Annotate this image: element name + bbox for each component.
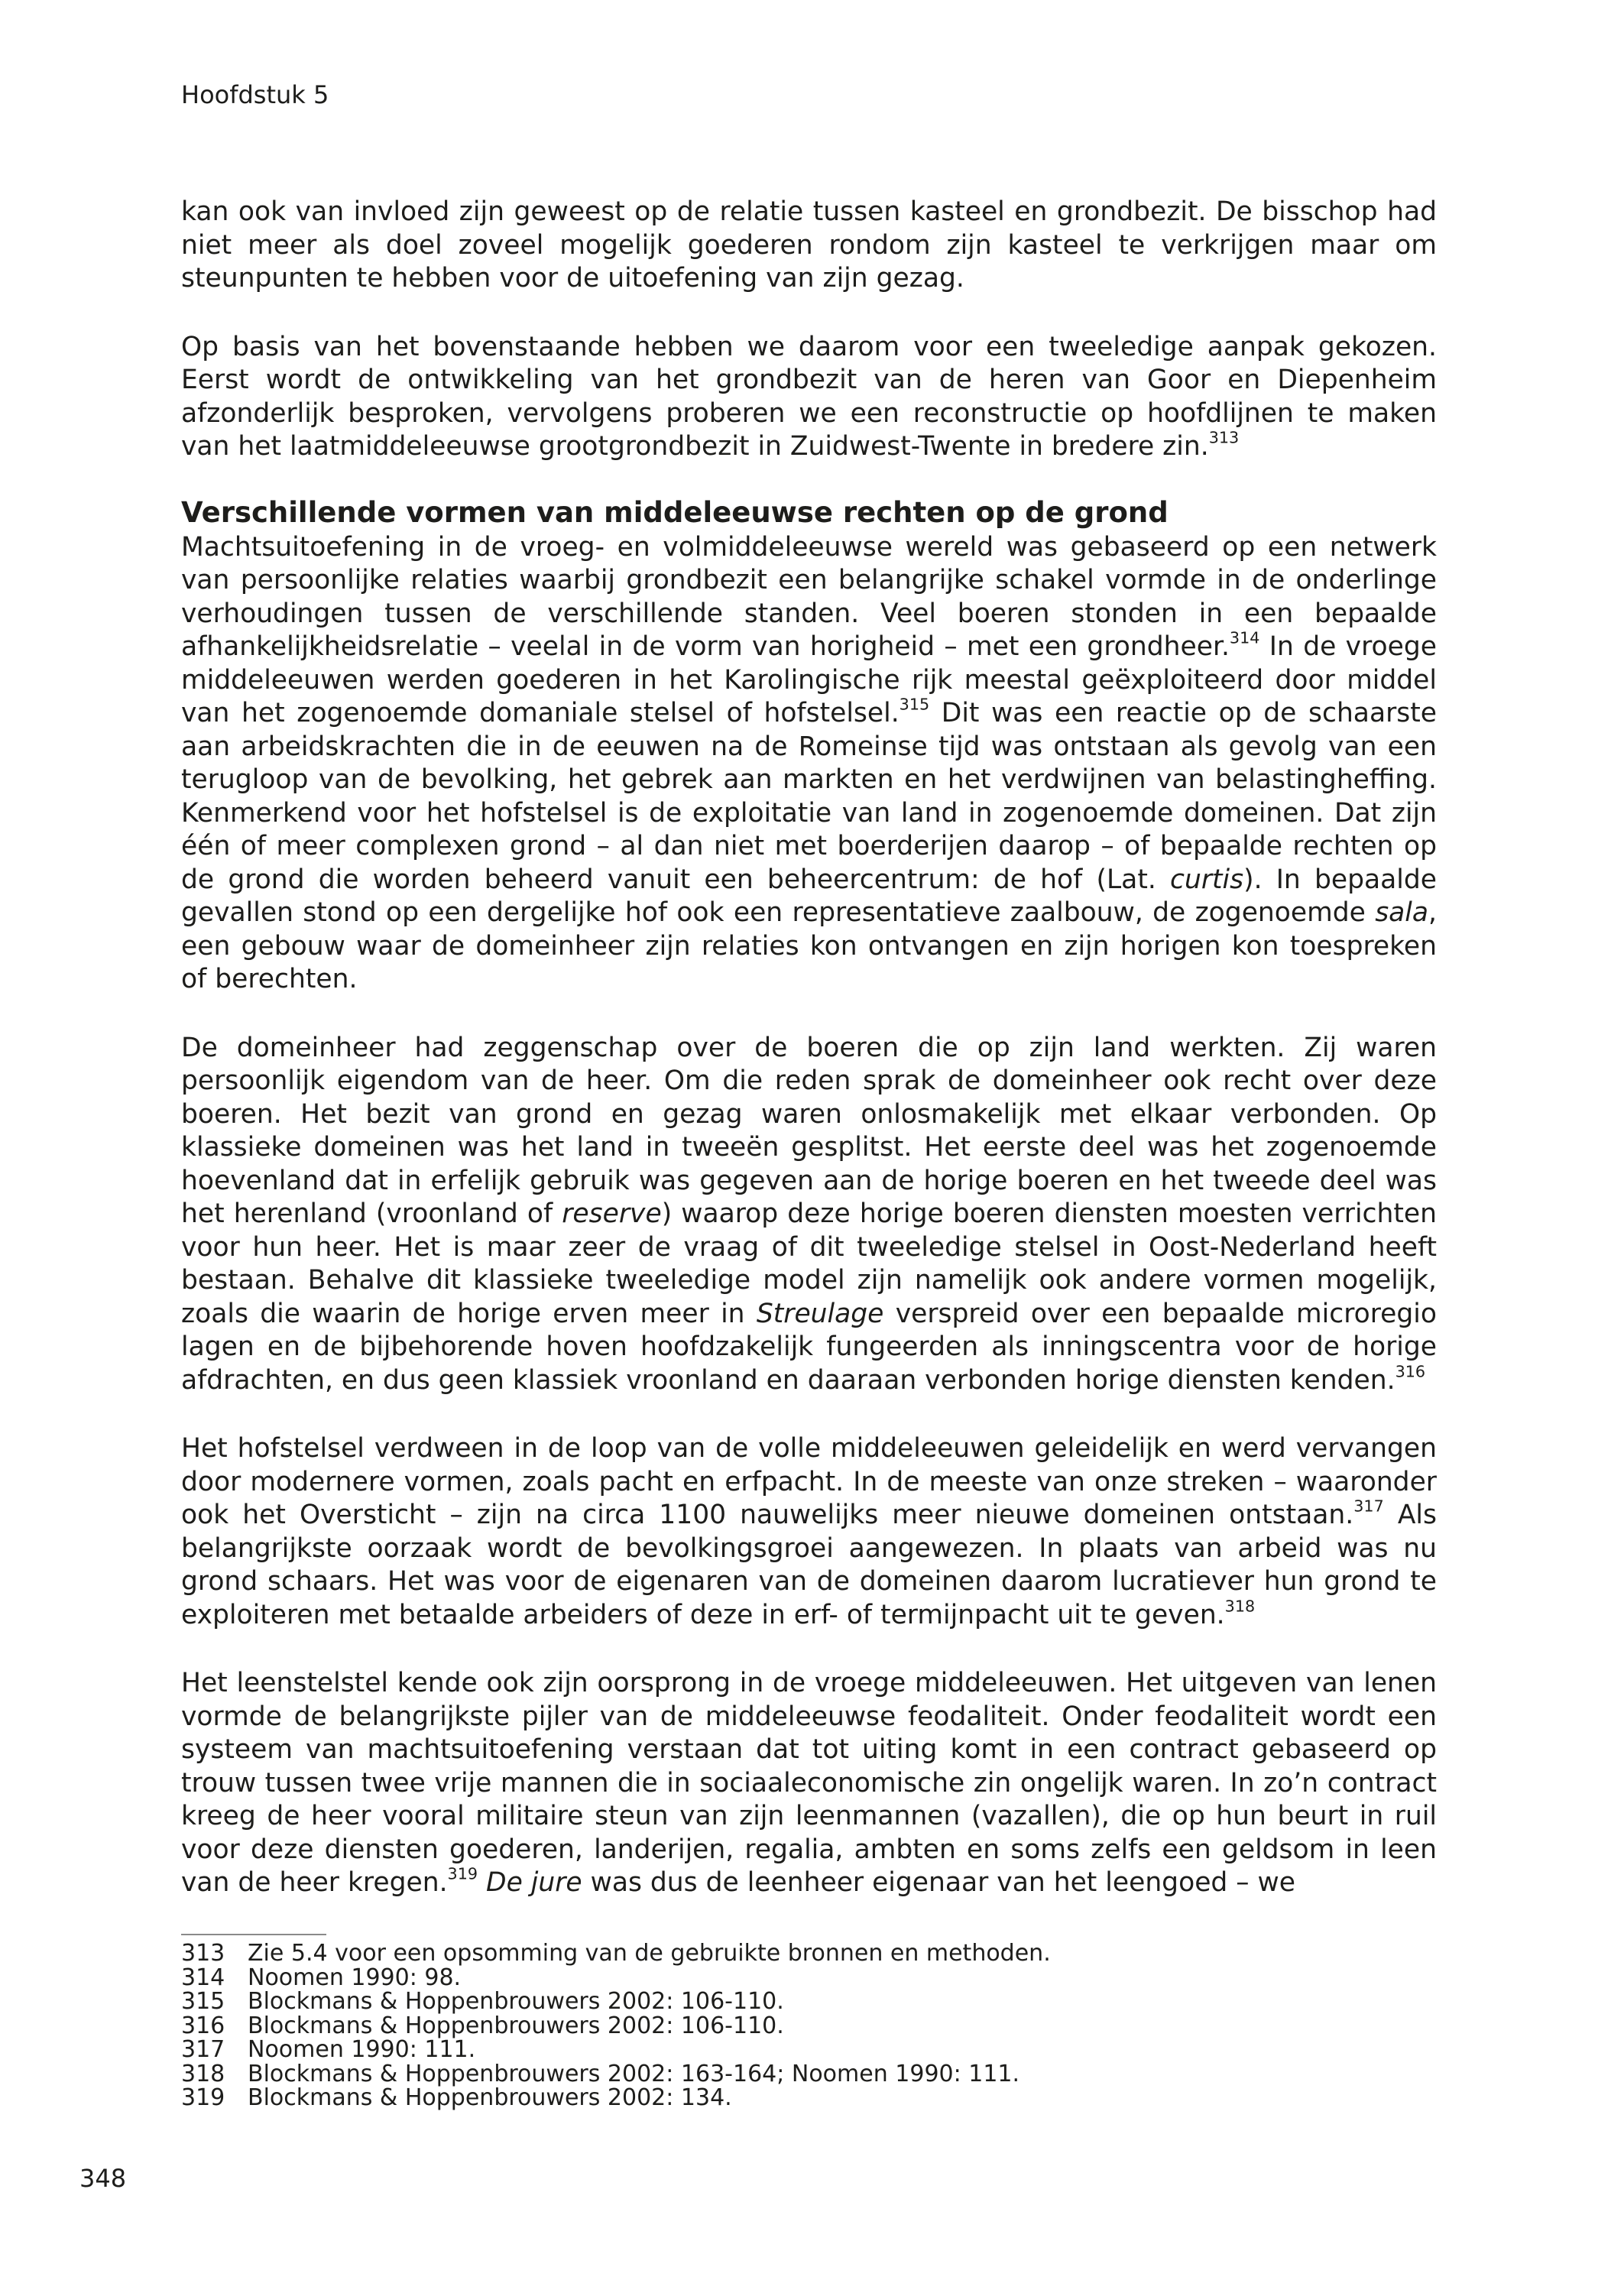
footnote-text: Blockmans & Hoppenbrouwers 2002: 134. <box>248 2084 732 2111</box>
paragraph-text: Het leenstelstel kende ook zijn oorsprong in de vroege middeleeuwen. Het uitgeven van lenen vormde de belangrijkste pijler van de middeleeuwse feodaliteit. Onder feodaliteit wordt een systeem van machtsuitoefening verstaan dat tot uiting komt in een contract gebaseerd op trouw tussen twee vrije mannen die in sociaaleconomische zin ongelijk waren. In zo’n contract kreeg de heer vooral militaire steun van zijn leenmannen (vazallen), die op hun beurt in ruil voor deze diensten goederen, landerijen, regalia, ambten en soms zelfs een geldsom in leen van de heer kregen. <box>181 1668 1437 1898</box>
paragraph-3 <box>181 531 1437 997</box>
footnote-number: 314 <box>181 1964 225 1991</box>
italic-term: Streulage <box>756 1298 884 1329</box>
italic-term: sala <box>1375 897 1429 928</box>
paragraph-6 <box>181 1667 1437 1900</box>
footnote-item <box>181 2014 1437 2038</box>
footnote-text: Blockmans & Hoppenbrouwers 2002: 106-110. <box>248 1988 784 2015</box>
paragraph-4 <box>181 1032 1437 1398</box>
footnote-item <box>181 1941 1437 1966</box>
paragraph-1 <box>181 196 1437 296</box>
footnote-ref-313[interactable]: 313 <box>1208 428 1240 447</box>
footnote-text: Noomen 1990: 111. <box>248 2036 476 2063</box>
italic-term: De jure <box>486 1867 582 1898</box>
footnote-text: Blockmans & Hoppenbrouwers 2002: 106-110. <box>248 2012 784 2039</box>
paragraph-text: De domeinheer had zeggenschap over de boeren die op zijn land werkten. Zij waren persoonlijk eigendom van de heer. Om die reden sprak de domeinheer ook recht over deze boeren. Het bezit van grond en gezag waren onlosmakelijk met elkaar verbonden. Op klassieke domeinen was het land in tweeën gesplitst. Het eerste deel was het zogenoemde hoevenland dat in erfelijk gebruik was gegeven aan de horige boeren en het tweede deel was het herenland (vroonland of <box>181 1032 1437 1229</box>
footnote-item <box>181 1966 1437 1990</box>
footnote-number: 319 <box>181 2084 225 2111</box>
paragraph-text: ) waarop deze horige boeren diensten moesten verrichten voor hun heer. Het is maar zeer de vraag of dit tweeledige stelsel in Oost-Nederland heeft bestaan. Behalve dit klassieke tweeledige model zijn namelijk ook andere vormen mogelijk, zoals die waarin de horige erven meer in <box>181 1198 1437 1329</box>
footnote-number: 318 <box>181 2060 225 2087</box>
footnote-number: 315 <box>181 1988 225 2015</box>
footnote-text: Noomen 1990: 98. <box>248 1964 462 1991</box>
italic-term: curtis <box>1170 864 1244 895</box>
footnote-text: Zie 5.4 voor een opsomming van de gebruikte bronnen en methoden. <box>248 1940 1051 1967</box>
paragraph-text: Op basis van het bovenstaande hebben we daarom voor een tweeledige aanpak gekozen. Eerst wordt de ontwikkeling van het grondbezit van de heren van Goor en Diepenheim afzonderlijk besproken, vervolgens proberen we een reconstructie op hoofdlijnen te maken van het laatmiddeleeuwse grootgrondbezit in Zuidwest-Twente in bredere zin. <box>181 331 1437 462</box>
running-head: Hoofdstuk 5 <box>181 80 329 109</box>
paragraph-text: Het hofstelsel verdween in de loop van de volle middeleeuwen geleidelijk en werd vervangen door modernere vormen, zoals pacht en erfpacht. In de meeste van onze streken – waaronder ook het Oversticht – zijn na circa 1100 nauwelijks meer nieuwe domeinen ontstaan. <box>181 1433 1437 1530</box>
footnote-ref-314[interactable]: 314 <box>1229 628 1260 647</box>
footnote-number: 317 <box>181 2036 225 2063</box>
footnote-item <box>181 1990 1437 2014</box>
paragraph-text: , een gebouw waar de domeinheer zijn relaties kon ontvangen en zijn horigen kon toespreken of berechten. <box>181 897 1437 994</box>
paragraph-text: Als belangrijkste oorzaak wordt de bevolkingsgroei aangewezen. In plaats van arbeid was nu grond schaars. Het was voor de eigenaren van de domeinen daarom lucratiever hun grond te exploiteren met betaalde arbeiders of deze in erf- of termijnpacht uit te geven. <box>181 1500 1437 1630</box>
footnote-number: 313 <box>181 1940 225 1967</box>
paragraph-2 <box>181 331 1437 464</box>
footnote-divider <box>181 1934 326 1935</box>
footnote-ref-319[interactable]: 319 <box>447 1864 478 1883</box>
paragraph-text: Dit was een reactie op de schaarste aan arbeidskrachten die in de eeuwen na de Romeinse tijd was ontstaan als gevolg van een terugloop van de bevolking, het gebrek aan markten en het verdwijnen van belastingheffing. Kenmerkend voor het hofstelsel is de exploitatie van land in zogenoemde domeinen. Dat zijn één of meer complexen grond – al dan niet met boerderijen daarop – of bepaalde rechten op de grond die worden beheerd vanuit een beheercentrum: de hof (Lat. <box>181 698 1437 895</box>
paragraph-text: was dus de leenheer eigenaar van het leengoed – we <box>582 1867 1295 1898</box>
footnote-item <box>181 2086 1437 2110</box>
footnote-text: Blockmans & Hoppenbrouwers 2002: 163-164; Noomen 1990: 111. <box>248 2060 1020 2087</box>
italic-term: reserve <box>562 1198 662 1229</box>
footnote-ref-318[interactable]: 318 <box>1224 1596 1256 1615</box>
paragraph-text: In de vroege middeleeuwen werden goederen in het Karolingische rijk meestal geëxploiteerd door middel van het zogenoemde domaniale stelsel of hofstelsel. <box>181 631 1437 728</box>
footnote-list <box>181 1941 1437 2110</box>
paragraph-text: verspreid over een bepaalde microregio lagen en de bijbehorende hoven hoofdzakelijk fungeerden als inningscentra voor de horige afdrachten, en dus geen klassiek vroonland en daaraan verbonden horige diensten kenden. <box>181 1298 1437 1396</box>
paragraph-5 <box>181 1432 1437 1632</box>
footnote-item <box>181 2038 1437 2062</box>
page-number: 348 <box>79 2164 127 2193</box>
paragraph-text: ). In bepaalde gevallen stond op een dergelijke hof ook een representatieve zaalbouw, de zogenoemde <box>181 864 1437 928</box>
footnote-item <box>181 2062 1437 2087</box>
paragraph-text: kan ook van invloed zijn geweest op de relatie tussen kasteel en grondbezit. De bisschop had niet meer als doel zoveel mogelijk goederen rondom zijn kasteel te verkrijgen maar om steunpunten te hebben voor de uitoefening van zijn gezag. <box>181 196 1437 294</box>
footnote-ref-316[interactable]: 316 <box>1395 1361 1426 1380</box>
footnote-ref-315[interactable]: 315 <box>899 695 930 714</box>
section-heading: Verschillende vormen van middeleeuwse rechten op de grond <box>181 495 1169 529</box>
footnote-number: 316 <box>181 2012 225 2039</box>
paragraph-text: Machtsuitoefening in de vroeg- en volmiddeleeuwse wereld was gebaseerd op een netwerk van persoonlijke relaties waarbij grondbezit een belangrijke schakel vormde in de onderlinge verhoudingen tussen de verschillende standen. Veel boeren stonden in een bepaalde afhankelijkheidsrelatie – veelal in de vorm van horigheid – met een grondheer. <box>181 531 1437 662</box>
footnote-ref-317[interactable]: 317 <box>1353 1497 1384 1516</box>
main-text <box>181 196 1437 1900</box>
